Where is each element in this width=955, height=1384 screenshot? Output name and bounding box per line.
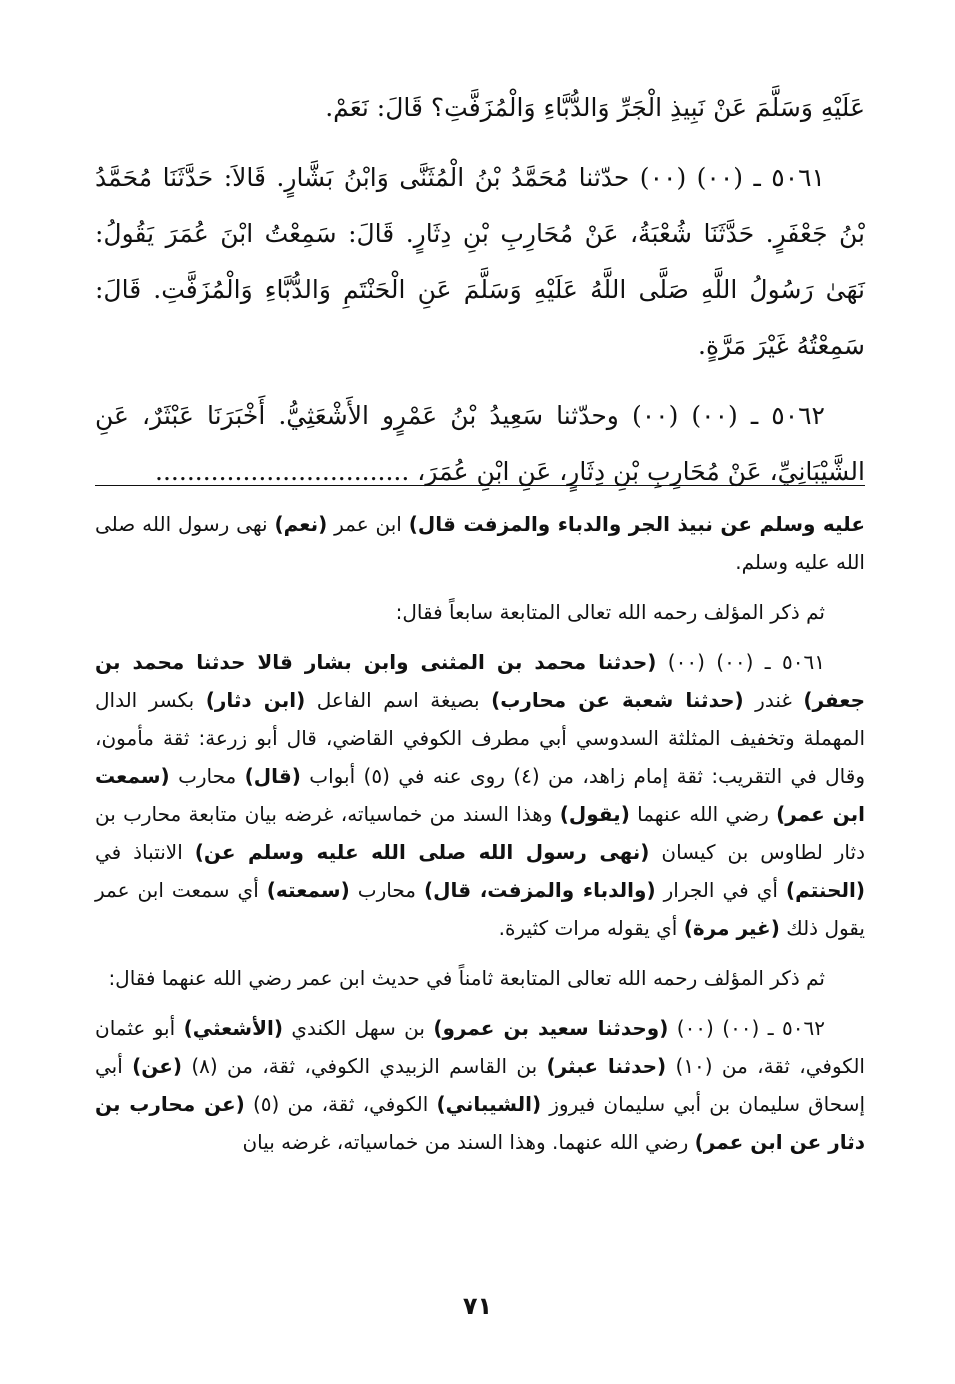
text-span: محارب [349, 878, 424, 902]
bold-span: (الشيباني) [436, 1092, 542, 1116]
bold-span: عليه وسلم عن نبيذ الجر والدباء والمزفت قال) [408, 512, 866, 536]
bold-span: (عن محارب بن دثار عن ابن عمر) [95, 1092, 865, 1154]
bold-span: (الأشعثي) [183, 1016, 283, 1040]
text-span: أي يقوله مرات كثيرة. [498, 916, 684, 940]
text-span: بن سهل الكندي [282, 1016, 434, 1040]
page-number: ٧١ [462, 1292, 493, 1320]
footnote-divider [95, 485, 865, 486]
bold-span: (وحدثنا سعيد بن عمرو) [433, 1016, 669, 1040]
bold-span: (حدثنا محمد بن المثنى وابن بشار قالا حدثنا محمد بن جعفر) [95, 650, 866, 712]
hadith-5061: ٥٠٦١ ـ (٠٠) (٠٠) حدّثنا مُحَمَّدُ بْنُ الْمُثَنَّى وَابْنُ بَشَّارٍ. قَالاَ: حَدَّثَنَا مُحَمَّدُ بْنُ جَعْفَرٍ. حَدَّثَنَا شُعْبَةُ، عَنْ مُحَارِبِ بْنِ دِثَارٍ. قَالَ: سَمِعْتُ ابْنَ عُمَرَ يَقُولُ: نَهَىٰ رَسُولُ اللَّهِ صَلَّى اللَّهُ عَلَيْهِ وَسَلَّمَ عَنِ الْحَنْتَمِ وَالدُّبَّاءِ وَالْمُزَفَّتِ. قَالَ: سَمِعْتُهُ غَيْرَ مَرَّةٍ. [95, 163, 865, 360]
text-span: الانتباذ في [95, 840, 195, 864]
text-span: بكسر الدال المهملة وتخفيف المثلثة السدوسي أبي مطرف الكوفي القاضي، قال أبو زرعة: ثقة مأمون، وقال في التقريب: ثقة إمام زاهد، من (٤) روى عنه في (٥) أبواب [95, 688, 865, 788]
bold-span: (سمعته) [266, 878, 350, 902]
bold-span: (غير مرة) [683, 916, 780, 940]
commentary-para-5062 [95, 1009, 865, 1161]
hadith-5062-text: ٥٠٦٢ ـ (٠٠) (٠٠) وحدّثنا سَعِيدُ بْنُ عَمْرٍو الأَشْعَثِيُّ. أَخْبَرَنَا عَبْثَرٌ، عَنِ الشَّيْبَانِيِّ، عَنْ مُحَارِبِ بْنِ دِثَارٍ، عَنِ ابْنِ عُمَرَ، [95, 401, 865, 486]
bold-span: (حدثنا عبثر) [546, 1054, 667, 1078]
commentary-para-5061 [95, 643, 865, 947]
bold-span: (حدثنا شعبة عن محارب) [491, 688, 744, 712]
bold-span: (نعم) [274, 512, 328, 536]
text-span: بصيغة اسم الفاعل [305, 688, 492, 712]
bold-span: (الحنتم) [785, 878, 865, 902]
bold-span: (عن) [132, 1054, 183, 1078]
text-span: بن القاسم الزبيدي الكوفي، ثقة، من (٨) [182, 1054, 547, 1078]
bold-span: (نهى رسول الله صلى الله عليه وسلم عن) [194, 840, 650, 864]
hadith-5062 [95, 388, 865, 500]
bold-span: (يقول) [559, 802, 630, 826]
ellipsis-dots: ................................ [155, 457, 410, 486]
text-span: أبو عثمان الكوفي، ثقة، من (١٠) [95, 1016, 865, 1078]
text-span: نهى رسول الله صلى الله عليه وسلم. [95, 512, 865, 574]
text-span: محارب [169, 764, 245, 788]
text-span: رضي الله عنهما. وهذا السند من خماسياته، غرضه بيان [242, 1130, 695, 1154]
bold-span: (ابن دثار) [205, 688, 306, 712]
bold-span: (قال) [244, 764, 301, 788]
text-span: أبي إسحاق سليمان بن أبي سليمان فيروز [95, 1054, 866, 1116]
hadith-number: ٥٠٦٢ ـ (٠٠) (٠٠) [668, 1016, 825, 1040]
text-span: ابن عمر [327, 512, 409, 536]
commentary-para-1 [95, 505, 865, 581]
hadith-text [95, 80, 865, 500]
bold-span: (سمعت ابن عمر) [95, 764, 865, 826]
bold-span: (والدباء والمزفت، قال) [423, 878, 656, 902]
commentary-para-4: ثم ذكر المؤلف رحمه الله تعالى المتابعة ثامناً في حديث ابن عمر رضي الله عنهما فقال: [108, 966, 825, 990]
text-span: غندر [743, 688, 804, 712]
commentary [95, 505, 865, 1173]
commentary-para-2: ثم ذكر المؤلف رحمه الله تعالى المتابعة سابعاً فقال: [395, 600, 825, 624]
hadith-number: ٥٠٦١ ـ (٠٠) (٠٠) [656, 650, 825, 674]
text-span: رضي الله عنهما [629, 802, 777, 826]
hadith-continuation: عَلَيْهِ وَسَلَّمَ عَنْ نَبِيذِ الْجَرِّ وَالدُّبَّاءِ وَالْمُزَفَّتِ؟ قَالَ: نَعَمْ. [325, 93, 865, 122]
text-span: أي سمعت ابن عمر يقول ذلك [95, 878, 865, 940]
text-span: أي في الجرار [655, 878, 786, 902]
text-span: الكوفي، ثقة، من (٥) [244, 1092, 437, 1116]
text-span: وهذا السند من خماسياته، غرضه بيان متابعة محارب بن دثار لطاوس بن كيسان [95, 802, 866, 864]
